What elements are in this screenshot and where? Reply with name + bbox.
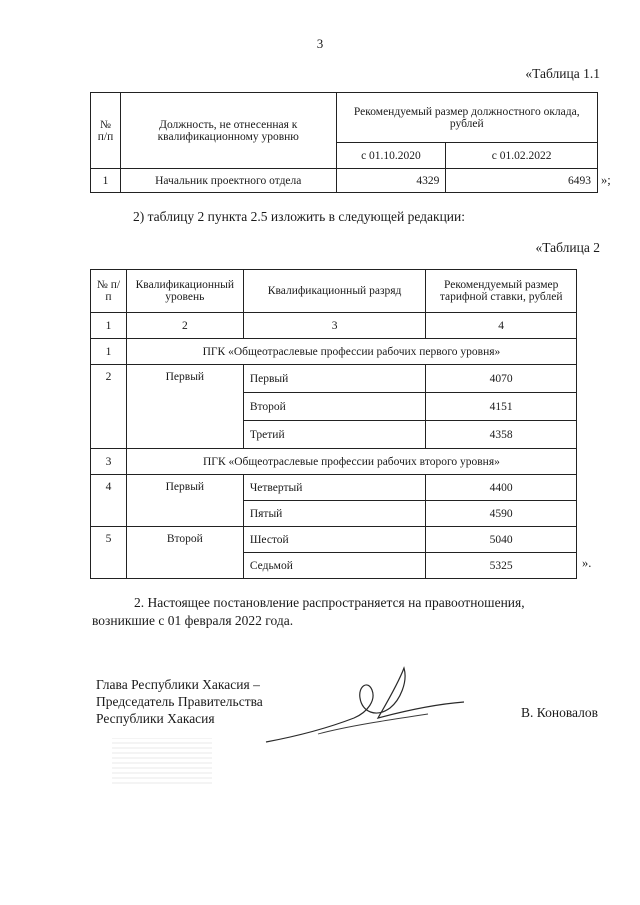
t2-colnum-1: 1 xyxy=(91,313,127,339)
table2-caption: «Таблица 2 xyxy=(535,240,600,255)
t2-sub3-grade-0: Шестой xyxy=(243,527,426,553)
table1 xyxy=(90,92,598,193)
t2-group1-num: 1 xyxy=(91,339,127,365)
t1-header-salary: Рекомендуемый размер должностного оклада, рублей xyxy=(336,93,597,143)
t1-row-position: Начальник проектного отдела xyxy=(120,169,336,193)
table1-caption: «Таблица 1.1 xyxy=(525,66,600,81)
t2-sub1-grade-2: Третий xyxy=(243,421,426,449)
signatory-title xyxy=(96,676,263,727)
table-row xyxy=(91,527,577,553)
t2-header-grade: Квалификационный разряд xyxy=(243,270,426,313)
t2-colnum-3: 3 xyxy=(243,313,426,339)
signatory-title-line2: Председатель Правительства xyxy=(96,694,263,709)
table-row xyxy=(91,449,577,475)
t1-header-num: № п/п xyxy=(91,93,121,169)
table-row xyxy=(91,339,577,365)
t2-sub2-grade-0: Четвертый xyxy=(243,475,426,501)
t2-group1-title: ПГК «Общеотраслевые профессии рабочих первого уровня» xyxy=(126,339,576,365)
table2-closing: ». xyxy=(582,556,592,570)
paragraph-line2: возникшие с 01 февраля 2022 года. xyxy=(92,613,294,628)
signatory-name: В. Коновалов xyxy=(521,705,598,720)
table-row xyxy=(91,365,577,393)
t2-sub3-grade-1: Седьмой xyxy=(243,553,426,579)
table-row xyxy=(91,475,577,501)
t2-sub2-rate-0: 4400 xyxy=(426,475,577,501)
t2-sub1-rate-2: 4358 xyxy=(426,421,577,449)
t2-sub3-num: 5 xyxy=(91,527,127,579)
t1-row-v2: 6493 xyxy=(446,169,598,193)
t2-header-rate: Рекомендуемый размер тарифной ставки, рублей xyxy=(426,270,577,313)
handwritten-signature xyxy=(258,660,478,750)
t2-sub1-level: Первый xyxy=(126,365,243,449)
table-row xyxy=(91,169,598,193)
t2-sub2-grade-1: Пятый xyxy=(243,501,426,527)
t2-sub3-rate-1: 5325 xyxy=(426,553,577,579)
table1-closing: »; xyxy=(601,173,611,187)
t1-header-date2: с 01.02.2022 xyxy=(446,143,598,169)
t1-row-v1: 4329 xyxy=(336,169,446,193)
t2-sub3-level: Второй xyxy=(126,527,243,579)
t2-sub1-rate-1: 4151 xyxy=(426,393,577,421)
t2-sub2-level: Первый xyxy=(126,475,243,527)
t2-colnum-2: 2 xyxy=(126,313,243,339)
t2-sub1-num: 2 xyxy=(91,365,127,449)
t2-sub1-grade-1: Второй xyxy=(243,393,426,421)
t2-sub1-grade-0: Первый xyxy=(243,365,426,393)
signatory-title-line1: Глава Республики Хакасия – xyxy=(96,677,260,692)
t1-header-date1: с 01.10.2020 xyxy=(336,143,446,169)
signatory-title-line3: Республики Хакасия xyxy=(96,711,215,726)
t2-sub2-rate-1: 4590 xyxy=(426,501,577,527)
faded-stamp xyxy=(112,738,212,784)
instruction-text: 2) таблицу 2 пункта 2.5 изложить в следующей редакции: xyxy=(133,209,465,224)
t2-group2-title: ПГК «Общеотраслевые профессии рабочих второго уровня» xyxy=(126,449,576,475)
table2 xyxy=(90,269,577,579)
t1-row-num: 1 xyxy=(91,169,121,193)
t2-sub3-rate-0: 5040 xyxy=(426,527,577,553)
t1-header-position: Должность, не отнесенная к квалификационному уровню xyxy=(120,93,336,169)
t2-sub1-rate-0: 4070 xyxy=(426,365,577,393)
t2-sub2-num: 4 xyxy=(91,475,127,527)
t2-header-num: № п/п xyxy=(91,270,127,313)
t2-colnum-4: 4 xyxy=(426,313,577,339)
t2-header-level: Квалификационный уровень xyxy=(126,270,243,313)
page-number: 3 xyxy=(316,36,324,51)
t2-group2-num: 3 xyxy=(91,449,127,475)
paragraph-line1: 2. Настоящее постановление распространяется на правоотношения, xyxy=(134,595,525,610)
